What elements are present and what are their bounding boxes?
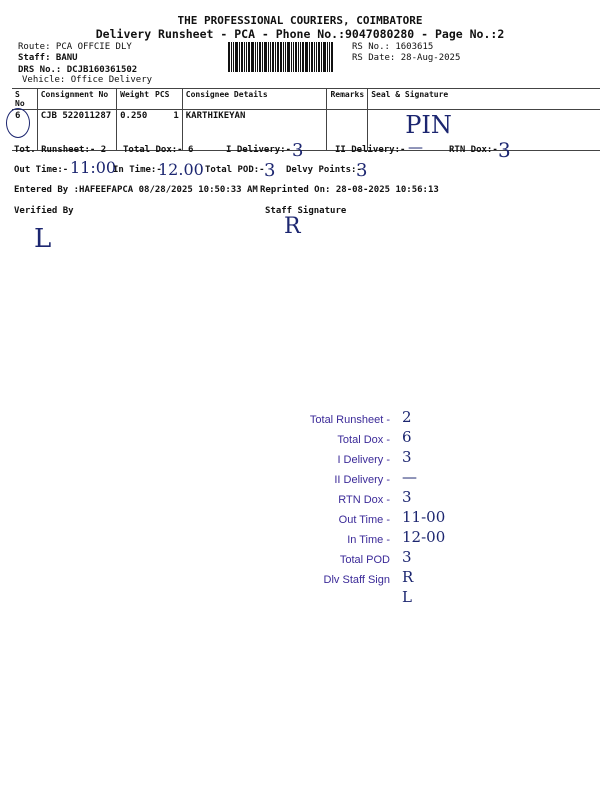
- stamp-value: 11-00: [402, 508, 446, 526]
- col-seal: Seal & Signature: [368, 89, 600, 110]
- barcode-bar: [268, 42, 269, 72]
- rtn-dox-label: RTN Dox:-: [449, 145, 498, 155]
- barcode-bar: [323, 42, 326, 72]
- barcode-bar: [259, 42, 261, 72]
- stamp-label: II Delivery -: [334, 474, 390, 486]
- barcode-bar: [275, 42, 276, 72]
- consignment-table: [12, 88, 600, 151]
- barcode-bar: [285, 42, 286, 72]
- drs-no: DRS No.: DCJB160361502: [18, 65, 138, 75]
- verified-by-label: Verified By: [14, 206, 74, 216]
- weight: 0.250: [117, 110, 152, 151]
- barcode-bar: [302, 42, 304, 72]
- stamp-value: —: [402, 468, 417, 486]
- barcode-bar: [287, 42, 290, 72]
- col-sno: S No: [12, 89, 37, 110]
- barcode-bar: [298, 42, 299, 72]
- barcode-bar: [309, 42, 310, 72]
- barcode-bar: [311, 42, 313, 72]
- barcode-bar: [228, 42, 230, 72]
- consignee: KARTHIKEYAN: [182, 110, 327, 151]
- in-time-value: 12.00: [158, 160, 204, 179]
- staff-signature: R: [284, 214, 301, 239]
- barcode-bar: [257, 42, 258, 72]
- stamp-label: In Time -: [347, 534, 390, 546]
- rs-no: RS No.: 1603615: [352, 42, 434, 52]
- stamp-label: Total Runsheet -: [309, 414, 390, 426]
- stamp-value: R: [402, 568, 414, 586]
- barcode-bar: [244, 42, 245, 72]
- rtn-dox-value: 3: [498, 138, 511, 162]
- stamp-label: Total Dox -: [337, 434, 390, 446]
- barcode-bar: [262, 42, 263, 72]
- stamp-value: 2: [402, 408, 412, 426]
- barcode-bar: [270, 42, 271, 72]
- barcode-bar: [305, 42, 308, 72]
- company-name: THE PROFESSIONAL COURIERS, COIMBATORE: [177, 14, 423, 27]
- stamp-value: L: [402, 588, 412, 606]
- i-delivery-value: 3: [292, 140, 304, 161]
- barcode-bar: [321, 42, 322, 72]
- barcode-bar: [283, 42, 284, 72]
- i-delivery-label: I Delivery:-: [226, 145, 292, 155]
- barcode-bar: [331, 42, 333, 72]
- barcode-bar: [277, 42, 279, 72]
- col-consignee: Consignee Details: [182, 89, 327, 110]
- ii-delivery-label: II Delivery:-: [335, 145, 406, 155]
- stamp-label: Out Time -: [338, 514, 390, 526]
- stamp-value: 6: [402, 428, 412, 446]
- out-time-value: 11:00: [70, 158, 117, 177]
- entered-by: Entered By :HAFEEFAPCA 08/28/2025 10:50:33 AM: [14, 185, 258, 195]
- barcode-bar: [272, 42, 274, 72]
- barcode-bar: [300, 42, 301, 72]
- barcode-bar: [291, 42, 292, 72]
- stamp-label: Dlv Staff Sign: [323, 574, 390, 586]
- barcode-bar: [329, 42, 330, 72]
- out-time-label: Out Time:-: [14, 165, 69, 175]
- col-remarks: Remarks: [327, 89, 368, 110]
- stamp-label: Total POD: [339, 554, 390, 566]
- delvy-points-value: 3: [356, 160, 368, 181]
- barcode-bar: [293, 42, 294, 72]
- stamp-value: 3: [402, 548, 412, 566]
- runsheet-subtitle: Delivery Runsheet - PCA - Phone No.:9047080280 - Page No.:2: [95, 27, 505, 41]
- vehicle: Vehicle: Office Delivery: [22, 75, 153, 85]
- barcode-bar: [248, 42, 250, 72]
- barcode-bar: [314, 42, 315, 72]
- in-time-label: In Time:-: [113, 165, 162, 175]
- reprinted-on: Reprinted On: 28-08-2025 10:56:13: [260, 185, 439, 195]
- staff-signature-label: Staff Signature: [265, 206, 347, 216]
- ii-delivery-value: —: [408, 138, 423, 156]
- stamp-value: 3: [402, 488, 412, 506]
- barcode-bar: [316, 42, 317, 72]
- barcode-bar: [295, 42, 297, 72]
- barcode-bar: [239, 42, 240, 72]
- stamp-value: 3: [402, 448, 412, 466]
- tot-runsheet: Tot. Runsheet:- 2: [14, 145, 107, 155]
- barcode-bar: [235, 42, 238, 72]
- barcode-bar: [231, 42, 232, 72]
- sno: 6: [12, 110, 37, 151]
- barcode-bar: [318, 42, 320, 72]
- barcode-bar: [327, 42, 328, 72]
- col-weight: Weight: [117, 89, 152, 110]
- barcode-bar: [246, 42, 247, 72]
- seal-signature: PIN: [368, 110, 600, 151]
- total-pod-value: 3: [264, 160, 276, 181]
- col-consignment: Consignment No: [37, 89, 116, 110]
- barcode-bar: [241, 42, 243, 72]
- staff: Staff: BANU: [18, 53, 78, 63]
- barcode-bar: [264, 42, 267, 72]
- barcode-bar: [255, 42, 256, 72]
- rs-date: RS Date: 28-Aug-2025: [352, 53, 461, 63]
- route: Route: PCA OFFCIE DLY: [18, 42, 132, 52]
- pcs: 1: [152, 110, 182, 151]
- stamp-label: RTN Dox -: [338, 494, 390, 506]
- stamp-label: I Delivery -: [337, 454, 390, 466]
- stamp-value: 12-00: [402, 528, 446, 546]
- barcode-bar: [251, 42, 254, 72]
- delvy-points-label: Delvy Points:-: [286, 165, 362, 175]
- total-pod-label: Total POD:-: [205, 165, 265, 175]
- total-dox: Total Dox:- 6: [123, 145, 194, 155]
- barcode: [228, 42, 348, 72]
- verified-signature: L: [34, 224, 52, 254]
- barcode-bar: [233, 42, 234, 72]
- barcode-bar: [280, 42, 282, 72]
- col-pcs: PCS: [152, 89, 182, 110]
- consignment-no: CJB 522011287: [37, 110, 116, 151]
